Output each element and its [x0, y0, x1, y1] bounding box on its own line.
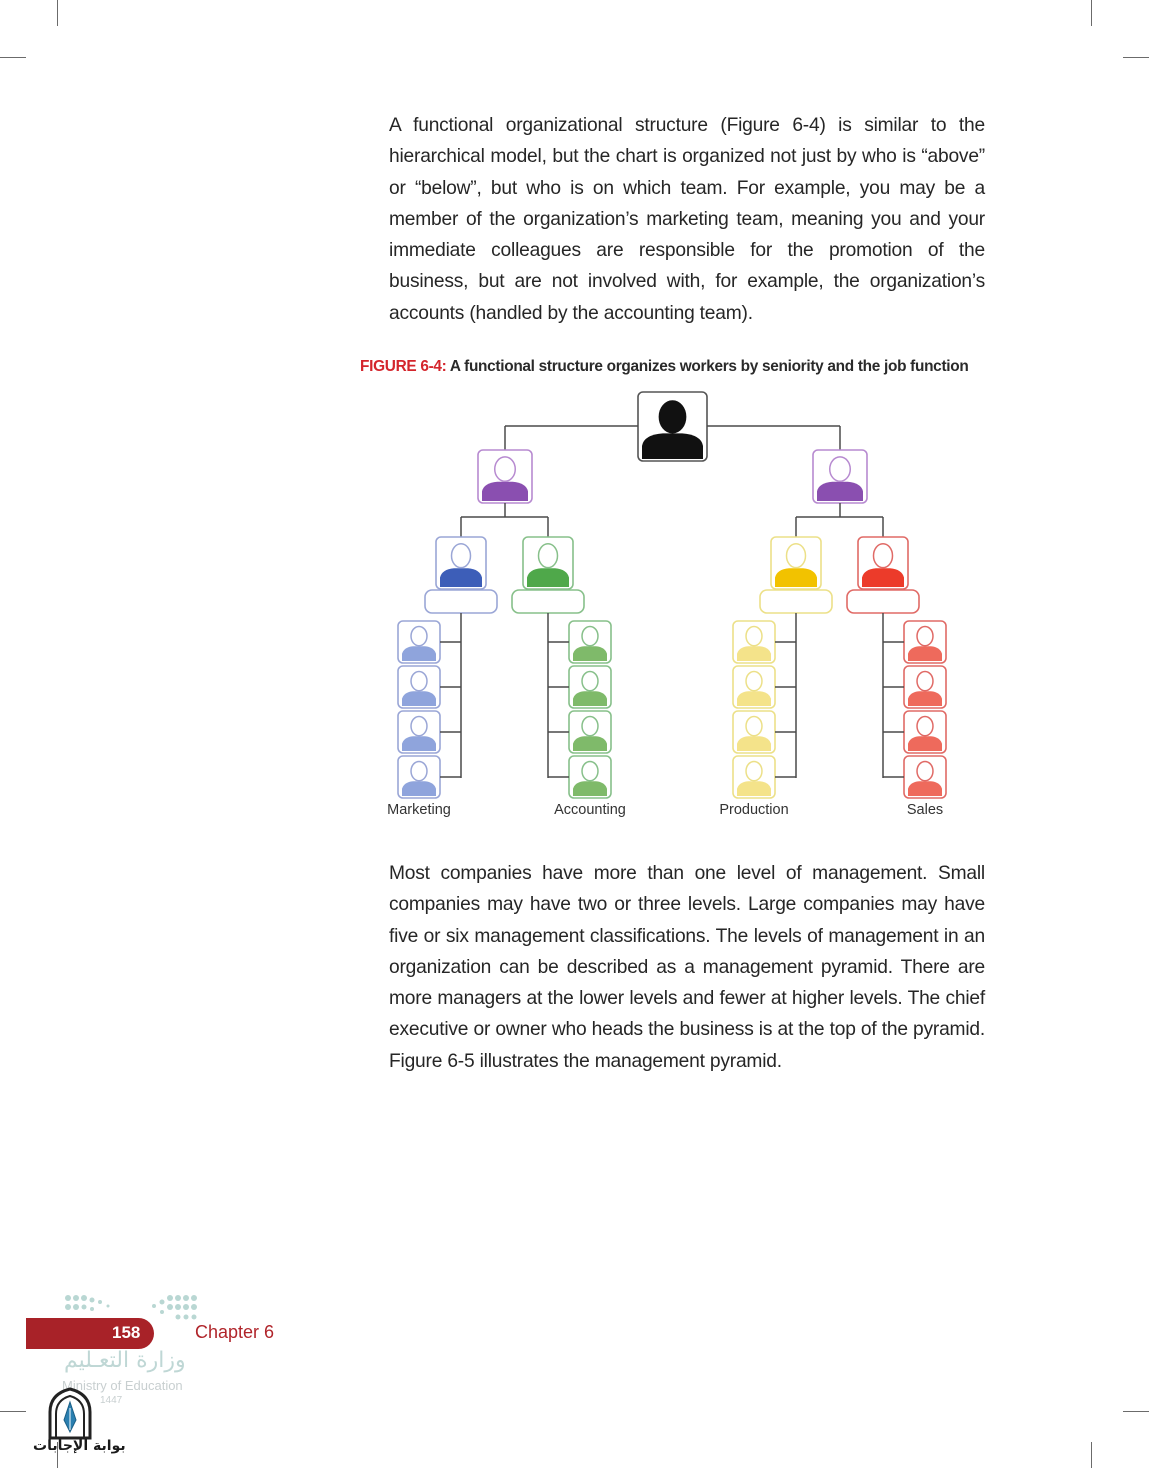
chapter-label: Chapter 6	[195, 1322, 275, 1342]
manager-icon	[813, 450, 867, 503]
crop-mark	[1123, 1411, 1149, 1412]
worker-icon	[398, 756, 440, 798]
department-label: Production	[719, 802, 789, 818]
ministry-year: 1447	[100, 1395, 123, 1406]
crop-mark	[1091, 1442, 1092, 1468]
worker-icon	[398, 621, 440, 663]
worker-icon	[904, 621, 946, 663]
worker-icon	[733, 666, 775, 708]
figure-label: FIGURE 6-4:	[360, 358, 447, 375]
team-lead-nameplate	[512, 590, 584, 613]
portal-name: بوابة الإجابات	[33, 1438, 126, 1454]
worker-icon	[398, 711, 440, 753]
team-lead-nameplate	[425, 590, 497, 613]
executive-icon	[638, 392, 707, 461]
worker-icon	[569, 621, 611, 663]
worker-icon	[904, 756, 946, 798]
team-lead-nameplate	[760, 590, 832, 613]
crop-mark	[0, 1411, 26, 1412]
team-lead-icon	[858, 537, 908, 589]
body-paragraph: A functional organizational structure (Figure 6-4) is similar to the hierarchical model, but the chart is organized not just by who is “above” or “below”, but who is on which team. For example, you may be a member of the organization’s marketing team, meaning you and your immediate colleagues are responsible for the promotion of the business, but are not involved with, for example, the organization’s accounts (handled by the accounting team).	[389, 115, 985, 324]
page-number: 158	[112, 1323, 141, 1342]
department-label: Accounting	[554, 802, 626, 818]
team-lead-icon	[523, 537, 573, 589]
worker-icon	[733, 756, 775, 798]
worker-icon	[569, 711, 611, 753]
figure-caption-text: A functional structure organizes workers by seniority and the job function	[446, 358, 969, 375]
department-label: Sales	[906, 802, 944, 818]
team-lead-icon	[771, 537, 821, 589]
body-paragraph: Most companies have more than one level of management. Small companies may have two or three levels. Large companies may have five or six management classifications. The levels of management in an organization can be described as a management pyramid. There are more managers at the lower levels and fewer at higher levels. The chief executive or owner who heads the business is at the top of the pyramid. Figure 6-5 illustrates the management pyramid.	[389, 863, 985, 1072]
worker-icon	[904, 711, 946, 753]
worker-icon	[398, 666, 440, 708]
worker-icon	[569, 756, 611, 798]
ministry-arabic-name: وزارة التعـليم	[64, 1348, 186, 1373]
ministry-english-name: Ministry of Education	[62, 1378, 183, 1393]
worker-icon	[569, 666, 611, 708]
manager-icon	[478, 450, 532, 503]
team-lead-icon	[436, 537, 486, 589]
worker-icon	[733, 711, 775, 753]
portal-logo-icon	[46, 1386, 94, 1440]
team-lead-nameplate	[847, 590, 919, 613]
worker-icon	[733, 621, 775, 663]
worker-icon	[904, 666, 946, 708]
department-label: Marketing	[387, 802, 451, 818]
